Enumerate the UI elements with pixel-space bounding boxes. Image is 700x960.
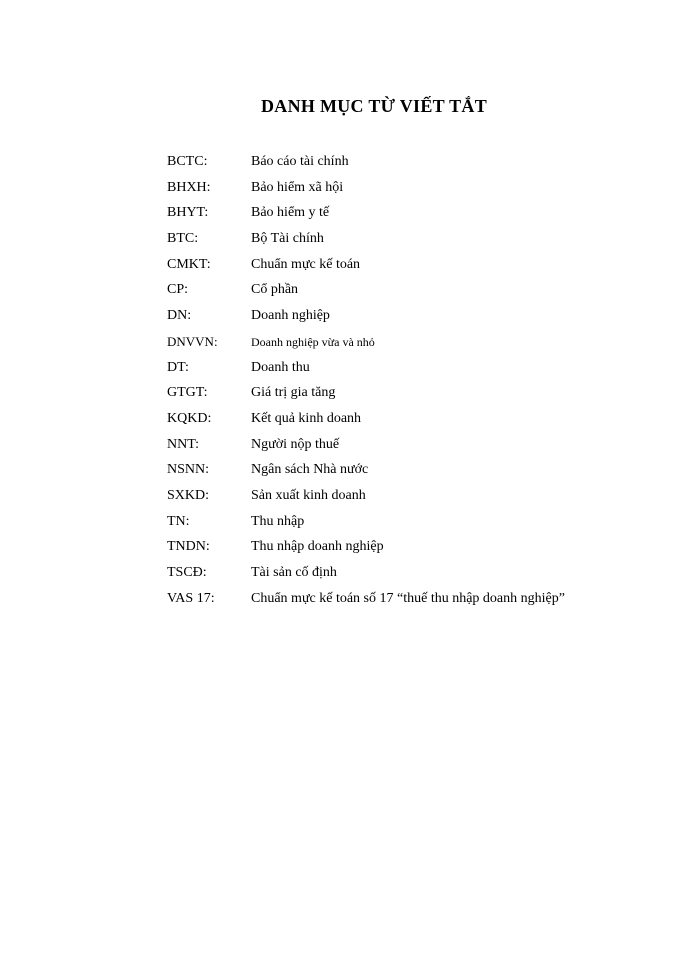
- abbreviation-row: [167, 384, 687, 410]
- abbreviation-meaning: Báo cáo tài chính: [251, 154, 349, 169]
- abbreviation-meaning: Cổ phần: [251, 282, 299, 298]
- abbreviation: KQKD:: [167, 410, 212, 426]
- abbreviation-row: [167, 487, 687, 513]
- abbreviation-meaning: Bảo hiểm y tế: [251, 205, 330, 221]
- abbreviation: TSCĐ:: [167, 565, 207, 580]
- abbreviation: TN:: [167, 513, 190, 529]
- abbreviation-row: [167, 410, 687, 436]
- abbreviation-meaning: Doanh nghiệp vừa và nhỏ: [251, 334, 375, 349]
- abbreviation-row: [167, 436, 687, 462]
- abbreviation-meaning: Doanh thu: [251, 359, 310, 375]
- abbreviation: NSNN:: [167, 462, 210, 478]
- abbreviation-meaning: Người nộp thuế: [251, 436, 340, 452]
- abbreviation-meaning: Tài sản cố định: [251, 565, 337, 580]
- abbreviation: DN:: [167, 308, 192, 324]
- abbreviation-row: [167, 564, 687, 590]
- abbreviation-row: [167, 359, 687, 385]
- abbreviation-row: [167, 513, 687, 539]
- abbreviation-meaning: Chuẩn mực kế toán số 17 “thuế thu nhập doanh nghiệp”: [251, 590, 565, 606]
- abbreviation-row: [167, 179, 687, 205]
- abbreviation-list: [167, 153, 687, 615]
- abbreviation: DNVVN:: [167, 333, 218, 349]
- abbreviation-row: [167, 590, 687, 616]
- abbreviation-row: [167, 538, 687, 564]
- abbreviation: SXKD:: [167, 487, 210, 503]
- abbreviation-meaning: Chuẩn mực kế toán: [251, 256, 361, 272]
- abbreviation-meaning: Kết quả kinh doanh: [251, 410, 362, 426]
- abbreviation-row: [167, 333, 687, 359]
- abbreviation-meaning: Sản xuất kinh doanh: [251, 487, 366, 503]
- abbreviation-row: [167, 461, 687, 487]
- abbreviation: BCTC:: [167, 154, 208, 169]
- abbreviation: CMKT:: [167, 256, 211, 272]
- abbreviation-meaning: Thu nhập: [251, 513, 305, 529]
- abbreviation: BHYT:: [167, 205, 209, 221]
- abbreviation: DT:: [167, 359, 189, 375]
- abbreviation-meaning: Ngân sách Nhà nước: [251, 462, 369, 478]
- abbreviation: BHXH:: [167, 179, 211, 195]
- abbreviation-meaning: Giá trị gia tăng: [251, 385, 336, 401]
- abbreviation: TNDN:: [167, 539, 210, 555]
- page-title: DANH MỤC TỪ VIẾT TẮT: [260, 96, 488, 116]
- abbreviation-row: [167, 230, 687, 256]
- abbreviation: BTC:: [167, 231, 199, 247]
- abbreviation-meaning: Bộ Tài chính: [251, 231, 324, 247]
- abbreviation: GTGT:: [167, 385, 208, 401]
- abbreviation-row: [167, 307, 687, 333]
- abbreviation: NNT:: [167, 436, 199, 452]
- abbreviation: VAS 17:: [167, 590, 215, 606]
- abbreviation-meaning: Doanh nghiệp: [251, 308, 330, 324]
- abbreviation-row: [167, 204, 687, 230]
- abbreviation-row: [167, 281, 687, 307]
- abbreviation: CP:: [167, 282, 189, 298]
- abbreviation-row: [167, 153, 687, 179]
- abbreviation-meaning: Thu nhập doanh nghiệp: [251, 539, 384, 555]
- abbreviation-meaning: Bảo hiểm xã hội: [251, 179, 344, 195]
- abbreviation-row: [167, 256, 687, 282]
